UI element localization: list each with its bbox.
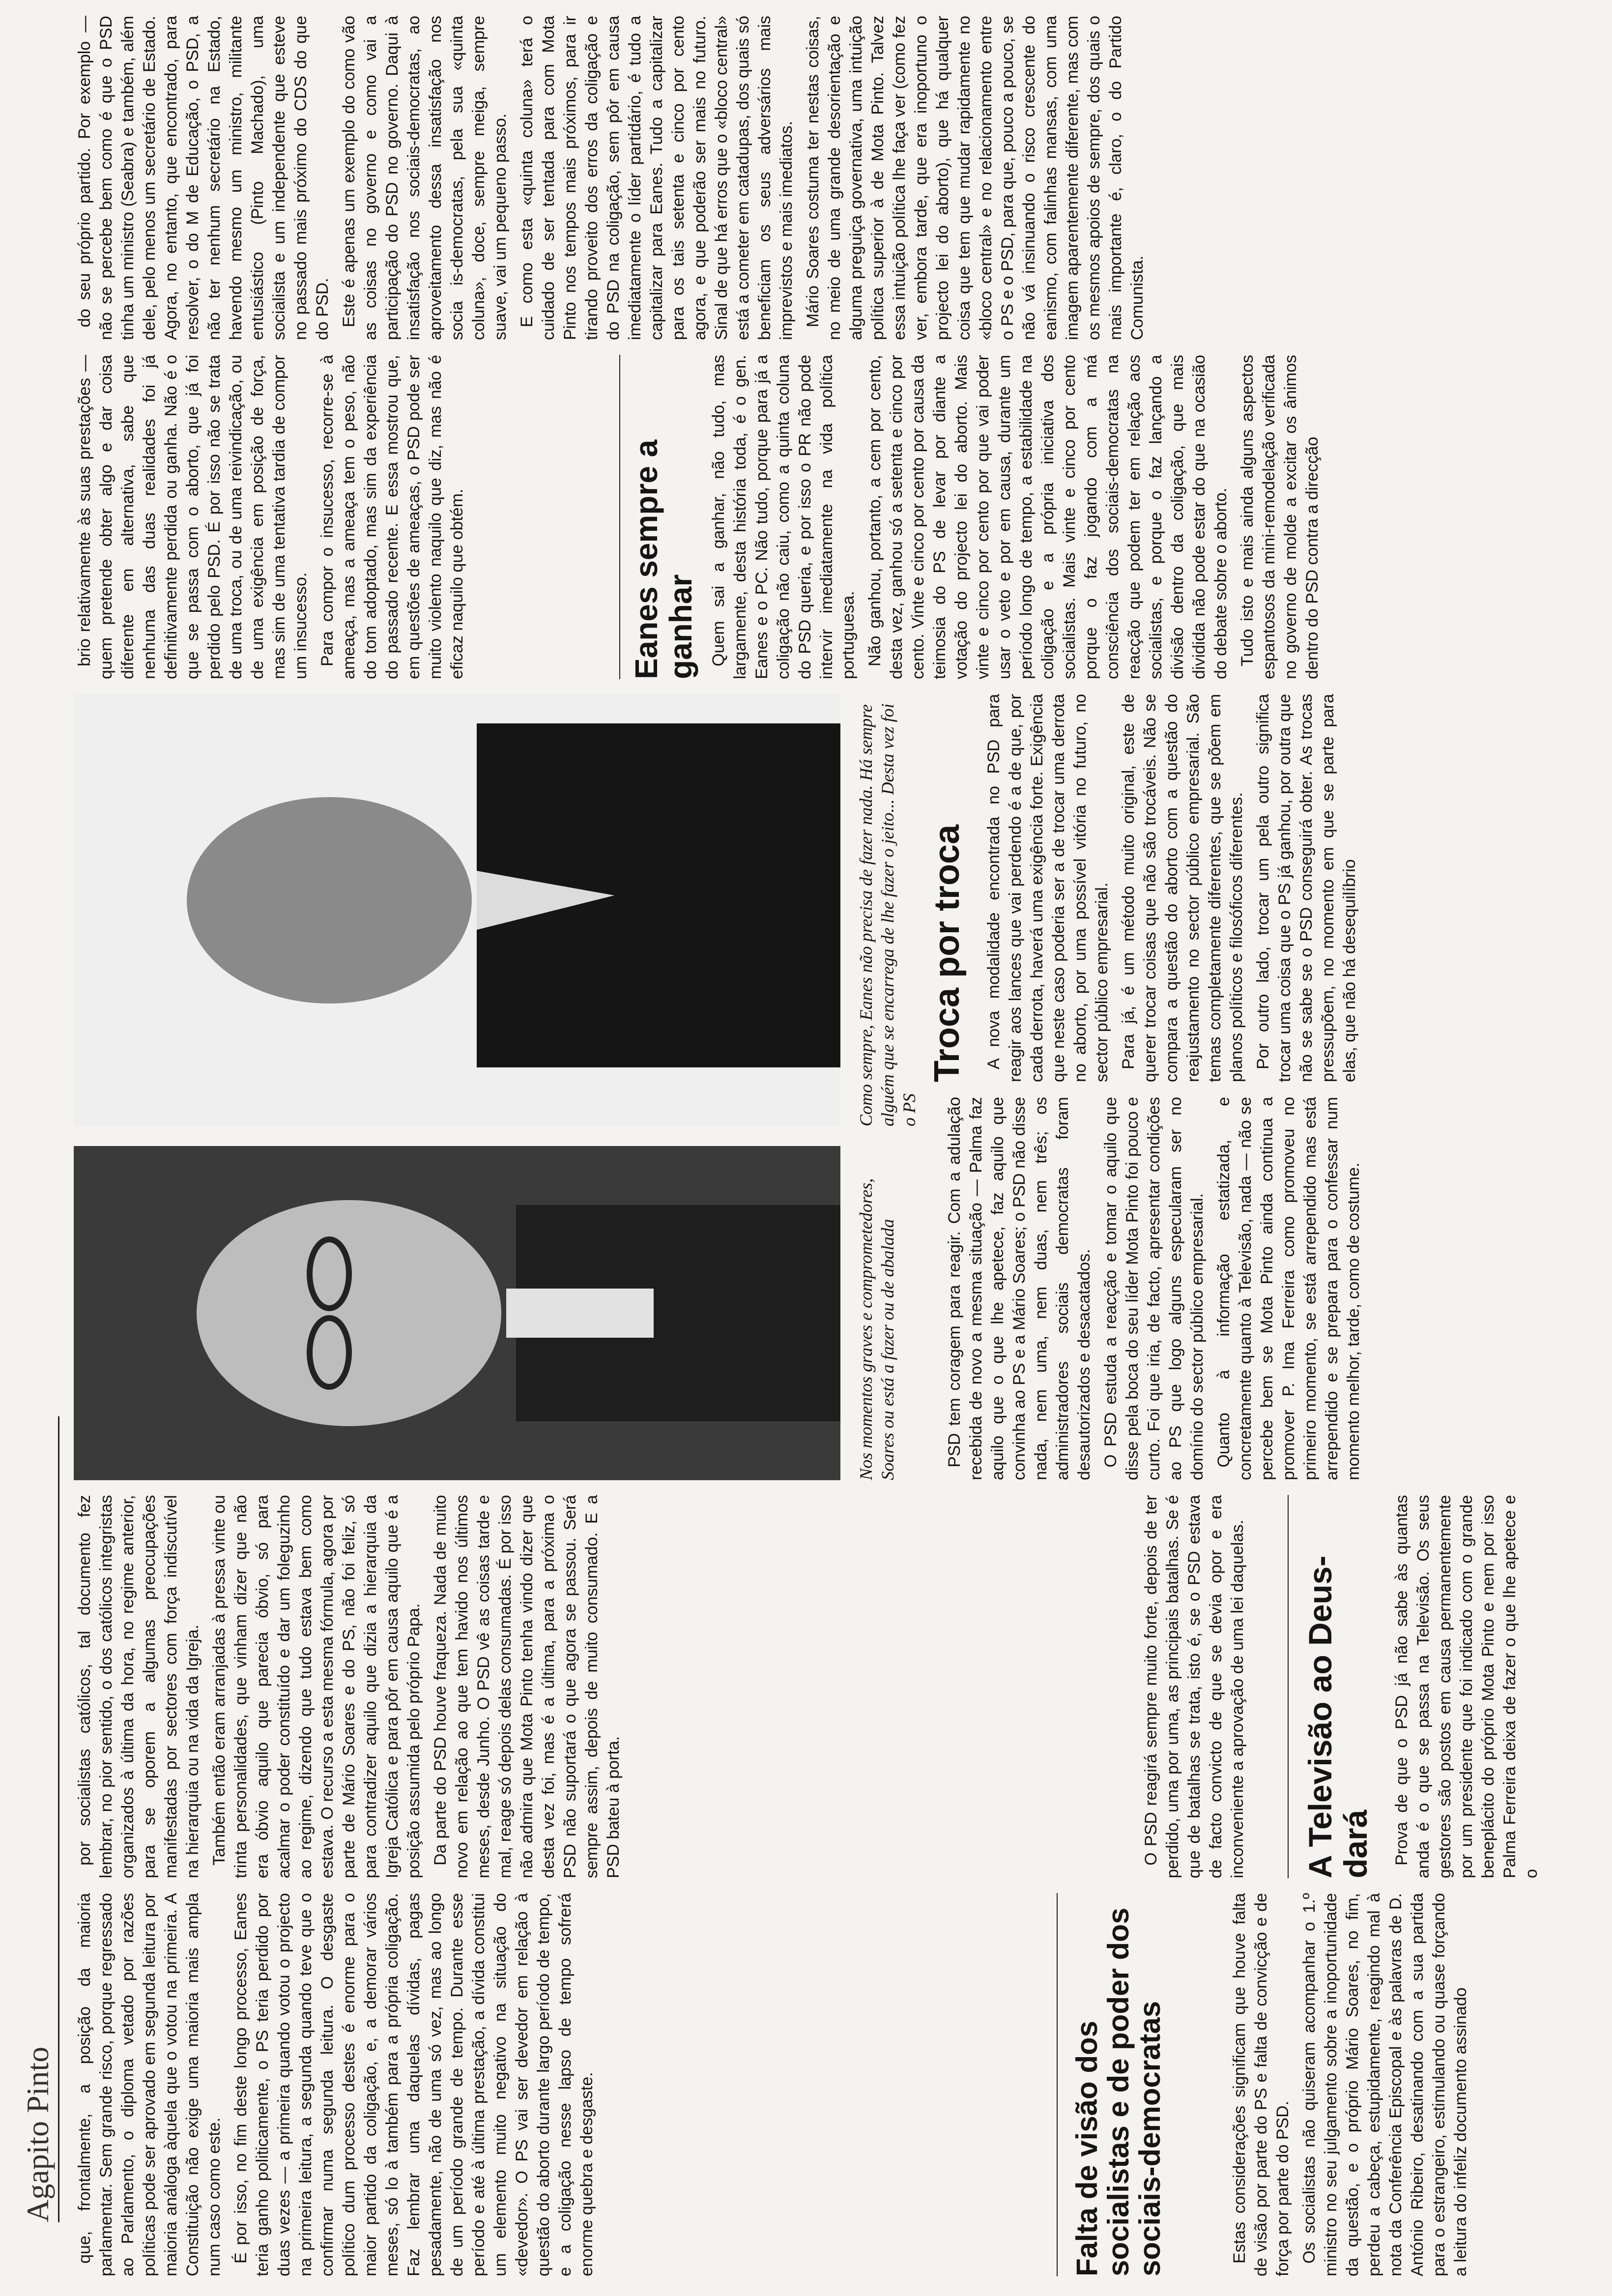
paragraph: Quanto à informação estatizada, e concretamente quanto à Televisão, nada — não se percebe bem se Mota Pinto ainda continua a promover P. Ima Ferreira como promoveu no primeiro momento, se está arrependido mas está arrependido e se prepara para o confessar num momento melhor, tarde, como de costume. <box>1214 1097 1363 1480</box>
paragraph: Por outro lado, trocar um pela outro significa trocar uma coisa que o PS já ganhou, por outra que não se sabe se o PSD conseguirá obter. As trocas pressupõem, no momento em que se parte para elas, que não há desequilíbrio <box>1254 694 1359 1082</box>
paragraph: A nova modalidade encontrada no PSD para reagir aos lances que vai perdendo é a de que, por cada derrota, haverá uma exigência forte. Exigência que neste caso poderia ser a de trocar uma derrota no aborto, por uma possível vitória no futuro, no sector público empresarial. <box>984 694 1111 1082</box>
column-5 <box>74 355 614 679</box>
paragraph: brio relativamente às suas prestações — quem pretende obter algo e dar coisa diferente em alternativa, sabe que nenhuma das duas realidades foi já definitivamente perdida ou ganha. Não é o que se passa com o aborto, que já foi perdido pelo PSD. É por isso não se trata de uma troca, ou de uma reivindicação, ou de uma exigência em posição de força, mas sim de uma tentativa tardia de compor um insucesso. <box>75 355 310 679</box>
headline-troca-por-troca: Troca por troca <box>927 824 967 1082</box>
paragraph: PSD tem coragem para reagir. Com a adulação recebida de novo a mesma situação — Palma faz aquilo que o que lhe apetece, faz aquilo que convinha ao PS e a Mário Soares; o PSD não disse nada, nem uma, nem duas, nem três; os administradores sociais democratas foram desautorizados e desacatados. <box>945 1097 1094 1480</box>
divider <box>619 355 620 679</box>
photo-left <box>74 1146 840 1480</box>
portrait-image <box>74 694 840 1126</box>
column-2-mid <box>1140 1495 1288 1878</box>
paragraph: O PSD reagirá sempre muito forte, depois de ter perdido, uma por uma, as principais batalhas. Se é que de batalhas se trata, isto é, se o PSD estava de facto convicto de que se devia opor e era inconveniente a aprovação de uma lei daquelas. <box>1142 1495 1247 1878</box>
paragraph: E como esta «quinta coluna» terá o cuidado de ser tentada para com Mota Pinto nos tempos mais próximos, para ir tirando proveito dos erros da coligação e do PSD na coligação, sem pôr em causa imediatamente o líder partidário, é tudo a capitalizar para Eanes. Tudo a capitalizar para os tais setenta e cinco por cento agora, e que poderão ser mais no futuro. Sinal de que há erros que o «bloco central» está a cometer em catadupas, dos quais só beneficiam os seus adversários mais imprevistos e mais imediatos. <box>518 16 796 340</box>
photo-right <box>74 694 840 1126</box>
top-rule <box>58 1416 59 2222</box>
headline-eanes-sempre-a-ganhar: Eanes sempre a ganhar <box>629 439 698 679</box>
column-1-lower <box>1229 1893 1592 2276</box>
caption-left: Nos momentos graves e comprometedores, Soares ou está a fazer ou de abalada <box>856 1178 897 1480</box>
column-5-lower <box>708 355 1592 679</box>
paragraph: Este é apenas um exemplo do como vão as coisas no governo e como vai a participação do PSD no governo. Daqui à insatisfação nos sociais-democratas, ao aproveitamento dessa insatisfação nos socia is-democratas, pela sua «quinta coluna», doce, sempre meiga, sempre suave, vai um pequeno passo. <box>340 16 510 340</box>
paragraph: Para já, é um método muito original, este de querer trocar coisas que não são trocáveis. Não se compara a questão do aborto com a questão do reajustamento no sector público empresarial. São temas completamente diferentes, que se põem em planos políticos e filosóficos diferentes. <box>1119 694 1246 1082</box>
headline-televisao: A Televisão ao Deus-dará <box>1302 1555 1374 1878</box>
paragraph: Também então eram arranjadas à pressa vinte ou trinta personalidades, que vinham dizer que não era óbvio aquilo que parecia óbvio, só para acalmar o poder constituído e dar um foleguzinho ao regime, dizendo que tudo estava bem como estava. O recurso a esta mesma fórmula, agora por parte de Mário Soares e do PS, não foi feliz, só para contradizer aquilo que dizia a hierarquia da Igreja Católica e para pôr em causa aquilo que é a posição assumida pelo próprio Papa. <box>210 1495 423 1878</box>
column-4 <box>983 694 1592 1082</box>
paragraph: O PSD estuda a reacção e tomar o aquilo que disse pela boca do seu líder Mota Pinto foi pouco e curto. Foi que iria, de facto, apresentar condições ao PS que logo alguns especularam ser no domínio do sector público empresarial. <box>1101 1097 1207 1480</box>
paragraph: É por isso, no fim deste longo processo, Eanes teria ganho politicamente, o PS teria perdido por duas vezes — a primeira quando votou o projecto na primeira leitura, a segunda quando teve que o confirmar numa segunda leitura. O desgaste político dum processo destes é enorme para o maior partido da coligação, e, a demorar vários meses, só lo à também para a própria coligação. Faz lembrar uma daquelas dívidas, pagas pesadamente, não de uma só vez, mas ao longo de um período grande de tempo. Durante esse período e até à última prestação, a dívida constitui um elemento muito negativo na situação do «devedor». O PS vai ser devedor em relação à questão do aborto durante largo período de tempo, e a coligação nesse lapso de tempo sofrerá enorme quebra e desgaste. <box>231 1893 596 2276</box>
paragraph: Estas considerações significam que houve falta de visão por parte do PS e falta de convicção e de força por parte do PSD. <box>1230 1893 1292 2276</box>
divider <box>1057 1893 1058 2276</box>
paragraph: Tudo isto e mais ainda alguns aspectos espantosos da mini-remodelação verificada no governo de molde a excitar os ânimos dentro do PSD contra a direcção <box>1238 355 1322 679</box>
paragraph: Não ganhou, portanto, a cem por cento, desta vez, ganhou só a setenta e cinco por cento. Vinte e cinco por cento por causa da teimosia do PS de levar por diante a votação do projecto lei do aborto. Mais vinte e cinco por cento por que vai poder usar o veto e por em causa, durante um período longo de tempo, a estabilidade na coligação e a própria iniciativa dos socialistas. Mais vinte e cinco por cento porque o faz jogando com a má consciência dos sociais-democratas na reacção que podem ter em relação aos socialistas, e porque o faz lançando a divisão dentro da coligação, que mais dividida não pode estar do que na ocasião do debate sobre o aborto. <box>865 355 1230 679</box>
paragraph: Da parte do PSD houve fraqueza. Nada de muito novo em relação ao que tem havido nos últimos meses, desde Junho. O PSD vê as coisas tarde e mal, reage só depois delas consumadas. É por isso não admira que Mota Pinto tenha vindo dizer que desta vez foi, mas é a última, para a próxima o PSD não suportará o que agora se passou. Será sempre assim, depois de muito consumado. E a PSD bateu à porta. <box>431 1495 623 1878</box>
column-6 <box>74 16 1592 340</box>
column-3 <box>944 1097 1592 1480</box>
column-2-lower <box>1391 1495 1592 1878</box>
intro-paragraphs <box>74 1893 598 2276</box>
paragraph: Para compor o insucesso, recorre-se à ameaça, mas a ameaça tem o peso, não do tom adoptado, mas sim da experiência do passado recente. E essa mostrou que, em questões de ameaças, o PSD pode ser muito violento naquilo que diz, mas não é eficaz naquilo que obtém. <box>318 355 466 679</box>
portrait-image <box>74 1146 840 1480</box>
paragraph: Mário Soares costuma ter nestas coisas, no meio de uma grande desorientação e alguma preguiça governativa, uma intuição política superior à de Mota Pinto. Talvez essa intuição política lhe faça ver (como fez ver, embora tarde, que era inoportuno o projecto lei do aborto), que há qualquer coisa que tem que mudar rapidamente no «bloco central» e no relacionamento entre o PS e o PSD, para que, pouco a pouco, se não vá insinuando o risco crescente do eanismo, com falinhas mansas, com uma imagem aparentemente diferente, mas com os mesmos apoios de sempre, dos quais o mais importante é, claro, o do Partido Comunista. <box>804 16 1147 340</box>
byline: Agapito Pinto <box>20 2046 55 2222</box>
paragraph: Prova de que o PSD já não sabe às quantas anda é o que se passa na Televisão. Os seus gestores são postos em causa permanentemente por um presidente que foi indicado com o grande beneplácito do próprio Mota Pinto e nem por isso Palma Ferreira deixa de fazer o que lhe apetece e o <box>1392 1495 1541 1878</box>
paragraph: por socialistas católicos, tal documento fez lembrar, no pior sentido, o dos católicos integristas organizados à última da hora, no regime anterior, para se oporem a algumas preocupações manifestadas por sectores com força indiscutível na hierarquia ou na vida da Igreja. <box>75 1495 202 1878</box>
caption-right: Como sempre, Eanes não precisa de fazer nada. Há sempre alguém que se encarrega de lhe fazer o jeito... Desta vez foi o PS <box>856 703 919 1126</box>
divider <box>1288 1495 1289 1878</box>
column-2 <box>74 1495 1253 1878</box>
paragraph: do seu próprio partido. Por exemplo — não se percebe bem como é que o PSD tinha um ministro (Seabra) e também, além dele, pelo menos um secretário de Estado. Agora, no entanto, que encontrado, para resolver, o do M de Educação, o PSD, a não ter nenhum secretário na Estado, havendo mesmo um ministro, militante entusiástico (Pinto Machado), uma socialista e um independente que esteve no passado mais próximo do CDS do que do PSD. <box>75 16 332 340</box>
headline-falta-de-visao: Falta de visão dos socialistas e de poder dos sociais-democratas <box>1070 1907 1166 2276</box>
paragraph: Os socialistas não quiseram acompanhar o 1.º ministro no seu julgamento sobre a inoportunidade da questão, e o próprio Mário Soares, no fim, perdeu a cabeça, estupidamente, reagindo mal à nota da Conferência Episcopal e às palavras de D. António Ribeiro, desatinando com a sua partida para o estrangeiro, estimulando ou quase forçando a leitura do infeliz documento assinado <box>1300 1893 1470 2276</box>
paragraph: Quem sai a ganhar, não tudo, mas largamente, desta história toda, é o gen. Eanes e o PC. Não tudo, porque para já a coligação não caiu, como a quinta coluna do PSD queria, e por isso o PR não pode intervir imediatamente na vida política portuguesa. <box>709 355 858 679</box>
paragraph: que, frontalmente, a posição da maioria parlamentar. Sem grande risco, porque regressado ao Parlamento, o diploma vetado por razões políticas pode ser aprovado em segunda leitura por maioria análoga àquela que o votou na primeira. A Constituição não exige uma maioria mais ampla num caso como este. <box>75 1893 224 2276</box>
column-1 <box>74 1893 1057 2276</box>
